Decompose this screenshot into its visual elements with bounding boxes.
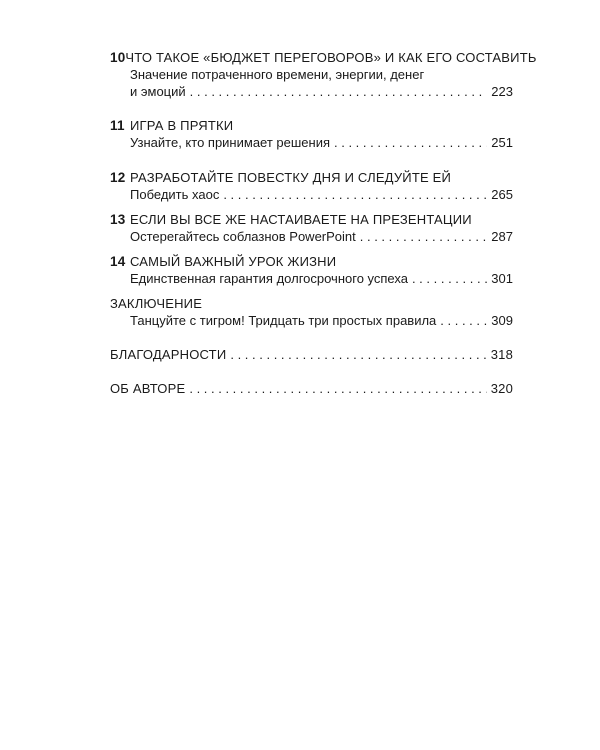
chapter-title: БЛАГОДАРНОСТИ (110, 347, 227, 362)
subtitle-leader-line (130, 134, 513, 151)
chapter-heading (110, 295, 513, 312)
dot-leader (440, 312, 487, 329)
toc-entry-chapter-11[interactable] (110, 117, 513, 151)
toc-entry-conclusion[interactable] (110, 295, 513, 329)
dot-leader (360, 228, 488, 245)
chapter-number: 12 (110, 170, 126, 185)
chapter-subtitle (110, 228, 513, 245)
chapter-subtitle (110, 270, 513, 287)
page-number: 223 (491, 84, 513, 99)
toc-entry-acknowledgements[interactable] (110, 346, 513, 363)
page-number: 287 (491, 229, 513, 244)
chapter-title: САМЫЙ ВАЖНЫЙ УРОК ЖИЗНИ (130, 254, 337, 269)
chapter-title: РАЗРАБОТАЙТЕ ПОВЕСТКУ ДНЯ И СЛЕДУЙТЕ ЕЙ (130, 170, 452, 185)
chapter-heading (110, 169, 513, 186)
dot-leader (190, 83, 488, 100)
subtitle-line: Победить хаос (130, 187, 220, 202)
toc-entry-chapter-14[interactable] (110, 253, 513, 287)
subtitle-leader-line (130, 312, 513, 329)
table-of-contents (110, 49, 537, 397)
chapter-heading (110, 117, 513, 134)
chapter-heading (110, 253, 513, 270)
subtitle-line: Остерегайтесь соблазнов PowerPoint (130, 229, 356, 244)
chapter-number: 11 (110, 118, 125, 133)
chapter-subtitle (110, 312, 513, 329)
toc-entry-chapter-10[interactable] (110, 49, 537, 100)
subtitle-line: и эмоций (130, 84, 186, 99)
chapter-subtitle (110, 134, 513, 151)
subtitle-line: Значение потраченного времени, энергии, денег (130, 67, 425, 82)
subtitle-leader-line (130, 228, 513, 245)
chapter-heading (110, 380, 513, 397)
chapter-number: 13 (110, 212, 126, 227)
chapter-title: ЧТО ТАКОЕ «БЮДЖЕТ ПЕРЕГОВОРОВ» И КАК ЕГО СОСТАВИТЬ (125, 50, 537, 65)
toc-entry-about-author[interactable] (110, 380, 513, 397)
subtitle-leader-line (130, 83, 513, 100)
page-number: 320 (490, 381, 513, 396)
dot-leader (334, 134, 487, 151)
dot-leader (223, 186, 487, 203)
chapter-heading (110, 346, 513, 363)
chapter-title: ИГРА В ПРЯТКИ (130, 118, 234, 133)
dot-leader (189, 380, 486, 397)
chapter-title: ЗАКЛЮЧЕНИЕ (110, 296, 203, 311)
page-number: 265 (491, 187, 513, 202)
chapter-subtitle (110, 186, 513, 203)
chapter-number: 10 (110, 50, 126, 65)
subtitle-line: Узнайте, кто принимает решения (130, 135, 331, 150)
subtitle-line: Танцуйте с тигром! Тридцать три простых правила (130, 313, 437, 328)
chapter-number: 14 (110, 254, 126, 269)
dot-leader (230, 346, 486, 363)
subtitle-leader-line (130, 186, 513, 203)
chapter-title: ЕСЛИ ВЫ ВСЕ ЖЕ НАСТАИВАЕТЕ НА ПРЕЗЕНТАЦИИ (130, 212, 472, 227)
subtitle-line: Единственная гарантия долгосрочного успеха (130, 271, 408, 286)
dot-leader (412, 270, 487, 287)
chapter-heading (110, 49, 537, 66)
page-number: 301 (491, 271, 513, 286)
toc-entry-chapter-12[interactable] (110, 169, 513, 203)
subtitle-leader-line (130, 270, 513, 287)
toc-entry-chapter-13[interactable] (110, 211, 513, 245)
chapter-title: ОБ АВТОРЕ (110, 381, 186, 396)
chapter-heading (110, 211, 513, 228)
page-number: 318 (490, 347, 513, 362)
chapter-subtitle (110, 66, 513, 100)
page-number: 309 (491, 313, 513, 328)
page-number: 251 (491, 135, 513, 150)
